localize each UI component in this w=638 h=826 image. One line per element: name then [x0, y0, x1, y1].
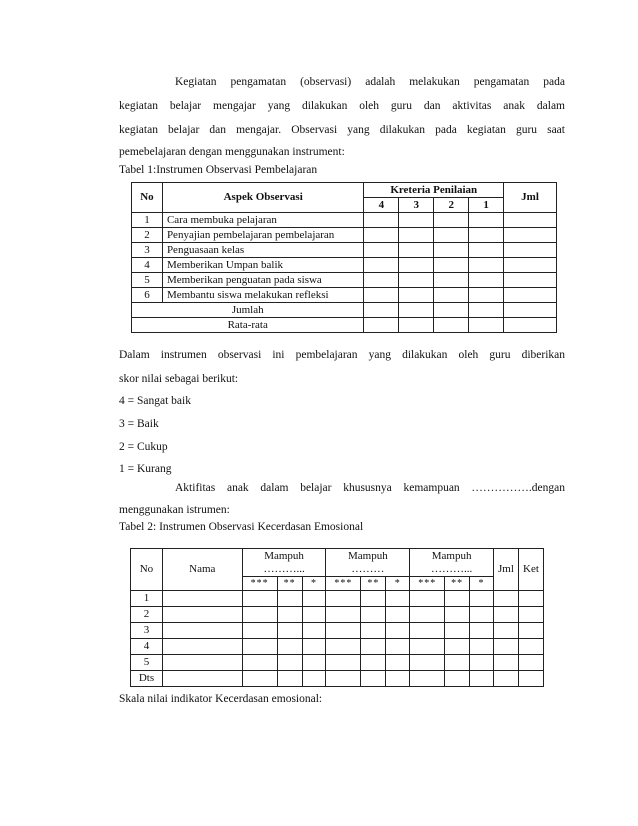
- score-cell: [469, 273, 504, 288]
- row-no: 4: [131, 639, 163, 655]
- nama-cell: [162, 591, 242, 607]
- score-item-3: 3 = Baik: [119, 418, 159, 430]
- row-no: 5: [132, 273, 163, 288]
- header-no: No: [132, 183, 163, 213]
- score-cell: [434, 318, 469, 333]
- score-cell: [434, 243, 469, 258]
- score-cell: [364, 273, 399, 288]
- score-cell: [361, 639, 386, 655]
- row-no: 1: [131, 591, 163, 607]
- header-nama: Nama: [162, 549, 242, 591]
- score-item-1: 1 = Kurang: [119, 463, 172, 475]
- score-cell: [277, 655, 302, 671]
- score-cell: [469, 288, 504, 303]
- header-jml: Jml: [504, 183, 557, 213]
- score-cell: [470, 655, 494, 671]
- jml-cell: [504, 213, 557, 228]
- stars-2: **: [361, 577, 386, 591]
- jml-cell: [504, 318, 557, 333]
- header-aspek: Aspek Observasi: [162, 183, 364, 213]
- score-cell: [469, 243, 504, 258]
- score-cell: [399, 258, 434, 273]
- jml-cell: [494, 671, 519, 687]
- score-cell: [364, 288, 399, 303]
- table-row: [131, 591, 544, 607]
- row-no: 4: [132, 258, 163, 273]
- score-cell: [386, 671, 410, 687]
- stars-1: *: [470, 577, 494, 591]
- score-cell: [242, 639, 277, 655]
- score-cell: [470, 639, 494, 655]
- header-score-1: 1: [469, 198, 504, 213]
- table-row: [132, 243, 557, 258]
- score-cell: [326, 671, 361, 687]
- row-no: 6: [132, 288, 163, 303]
- score-cell: [302, 671, 326, 687]
- scoring-line-2: skor nilai sebagai berikut:: [119, 373, 239, 385]
- row-no: 3: [132, 243, 163, 258]
- score-cell: [326, 655, 361, 671]
- score-cell: [302, 639, 326, 655]
- row-aspek: Membantu siswa melakukan refleksi: [162, 288, 364, 303]
- jml-cell: [494, 639, 519, 655]
- row-no: 5: [131, 655, 163, 671]
- mampuh-title: Mampuh: [431, 549, 472, 562]
- table2-caption: Tabel 2: Instrumen Observasi Kecerdasan Emosional: [119, 521, 364, 533]
- score-cell: [434, 258, 469, 273]
- score-cell: [242, 655, 277, 671]
- score-cell: [364, 303, 399, 318]
- mampuh-dots: ………: [351, 562, 385, 575]
- score-cell: [399, 228, 434, 243]
- header-kriteria: Kreteria Penilaian: [364, 183, 504, 198]
- header-ket: Ket: [518, 549, 543, 591]
- score-cell: [399, 273, 434, 288]
- score-cell: [445, 639, 470, 655]
- jml-cell: [494, 591, 519, 607]
- score-cell: [242, 607, 277, 623]
- para2-line-1: Aktifitas anak dalam belajar khususnya kemampuan …………….dengan: [175, 482, 565, 494]
- score-cell: [364, 258, 399, 273]
- jml-cell: [504, 273, 557, 288]
- table-row: [132, 213, 557, 228]
- score-cell: [277, 591, 302, 607]
- table-row: [132, 288, 557, 303]
- intro-line-4: pemebelajaran dengan menggunakan instrument:: [119, 146, 345, 158]
- scoring-line-1: Dalam instrumen observasi ini pembelajaran yang dilakukan oleh guru diberikan: [119, 349, 565, 361]
- score-item-2: 2 = Cukup: [119, 441, 168, 453]
- emotional-intelligence-table: [130, 548, 544, 687]
- ket-cell: [518, 591, 543, 607]
- header-score-4: 4: [364, 198, 399, 213]
- score-cell: [469, 258, 504, 273]
- score-cell: [469, 213, 504, 228]
- score-cell: [364, 243, 399, 258]
- score-cell: [277, 671, 302, 687]
- stars-1: *: [302, 577, 326, 591]
- jumlah-label: Jumlah: [132, 303, 364, 318]
- intro-line-2: kegiatan belajar mengajar yang dilakukan oleh guru dan aktivitas anak dalam: [119, 100, 565, 112]
- ket-cell: [518, 639, 543, 655]
- mampuh-dots: ………...: [431, 562, 473, 575]
- row-aspek: Memberikan Umpan balik: [162, 258, 364, 273]
- score-cell: [361, 655, 386, 671]
- mampuh-dots: ………...: [263, 562, 305, 575]
- jml-cell: [504, 288, 557, 303]
- header-mampuh-3: [410, 549, 494, 577]
- score-cell: [302, 607, 326, 623]
- header-mampuh-2: [326, 549, 410, 577]
- score-cell: [470, 623, 494, 639]
- score-cell: [364, 228, 399, 243]
- score-cell: [361, 607, 386, 623]
- score-cell: [470, 671, 494, 687]
- table-row: [132, 228, 557, 243]
- stars-2: **: [277, 577, 302, 591]
- jml-cell: [494, 655, 519, 671]
- score-cell: [277, 623, 302, 639]
- score-cell: [470, 607, 494, 623]
- jml-cell: [504, 258, 557, 273]
- header-no: No: [131, 549, 163, 591]
- score-cell: [434, 273, 469, 288]
- row-aspek: Penguasaan kelas: [162, 243, 364, 258]
- mampuh-title: Mampuh: [347, 549, 388, 562]
- score-cell: [434, 213, 469, 228]
- score-cell: [361, 623, 386, 639]
- score-cell: [410, 623, 445, 639]
- table-row: [132, 273, 557, 288]
- score-cell: [410, 591, 445, 607]
- table-row: [131, 607, 544, 623]
- ket-cell: [518, 607, 543, 623]
- score-cell: [445, 655, 470, 671]
- table-row: [131, 639, 544, 655]
- score-cell: [399, 288, 434, 303]
- row-no: 1: [132, 213, 163, 228]
- score-cell: [469, 228, 504, 243]
- score-cell: [410, 607, 445, 623]
- score-cell: [386, 607, 410, 623]
- rata-label: Rata-rata: [132, 318, 364, 333]
- score-cell: [445, 607, 470, 623]
- score-cell: [326, 591, 361, 607]
- nama-cell: [162, 655, 242, 671]
- stars-3: ***: [410, 577, 445, 591]
- score-cell: [302, 591, 326, 607]
- jml-cell: [504, 303, 557, 318]
- score-cell: [410, 655, 445, 671]
- score-cell: [386, 655, 410, 671]
- intro-line-3: kegiatan belajar dan mengajar. Observasi yang dilakukan pada kegiatan guru saat: [119, 124, 565, 136]
- ket-cell: [518, 655, 543, 671]
- score-cell: [434, 228, 469, 243]
- score-cell: [434, 288, 469, 303]
- score-cell: [361, 671, 386, 687]
- score-cell: [399, 243, 434, 258]
- row-no: Dts: [131, 671, 163, 687]
- ket-cell: [518, 671, 543, 687]
- score-cell: [386, 639, 410, 655]
- nama-cell: [162, 639, 242, 655]
- header-mampuh-1: [242, 549, 326, 577]
- score-cell: [277, 607, 302, 623]
- score-cell: [386, 623, 410, 639]
- score-cell: [386, 591, 410, 607]
- stars-2: **: [445, 577, 470, 591]
- score-cell: [469, 303, 504, 318]
- score-cell: [364, 213, 399, 228]
- score-cell: [445, 591, 470, 607]
- table1-caption: Tabel 1:Instrumen Observasi Pembelajaran: [119, 164, 318, 176]
- jml-cell: [504, 228, 557, 243]
- header-score-2: 2: [434, 198, 469, 213]
- score-cell: [399, 318, 434, 333]
- para2-line-2: menggunakan istrumen:: [119, 504, 230, 516]
- score-cell: [399, 303, 434, 318]
- footer-line: Skala nilai indikator Kecerdasan emosional:: [119, 693, 323, 705]
- stars-3: ***: [242, 577, 277, 591]
- row-no: 2: [132, 228, 163, 243]
- rata-row: [132, 318, 557, 333]
- jml-cell: [504, 243, 557, 258]
- nama-cell: [162, 623, 242, 639]
- score-cell: [410, 639, 445, 655]
- score-cell: [277, 639, 302, 655]
- ket-cell: [518, 623, 543, 639]
- score-cell: [242, 591, 277, 607]
- score-cell: [242, 671, 277, 687]
- score-cell: [361, 591, 386, 607]
- score-cell: [445, 671, 470, 687]
- score-cell: [302, 655, 326, 671]
- mampuh-title: Mampuh: [264, 549, 304, 562]
- score-cell: [326, 639, 361, 655]
- header-jml: Jml: [494, 549, 519, 591]
- row-aspek: Cara membuka pelajaran: [162, 213, 364, 228]
- row-aspek: Memberikan penguatan pada siswa: [162, 273, 364, 288]
- table-row: [131, 655, 544, 671]
- score-cell: [410, 671, 445, 687]
- score-cell: [302, 623, 326, 639]
- score-cell: [364, 318, 399, 333]
- row-no: 3: [131, 623, 163, 639]
- table-row: [131, 623, 544, 639]
- table-row: [131, 671, 544, 687]
- intro-line-1: Kegiatan pengamatan (observasi) adalah melakukan pengamatan pada: [175, 76, 565, 88]
- score-cell: [326, 607, 361, 623]
- jml-cell: [494, 623, 519, 639]
- row-aspek: Penyajian pembelajaran pembelajaran: [162, 228, 364, 243]
- table-row: [132, 258, 557, 273]
- score-cell: [242, 623, 277, 639]
- observation-table: [131, 182, 557, 333]
- row-no: 2: [131, 607, 163, 623]
- jml-cell: [494, 607, 519, 623]
- score-item-4: 4 = Sangat baik: [119, 395, 191, 407]
- score-cell: [399, 213, 434, 228]
- stars-3: ***: [326, 577, 361, 591]
- score-cell: [470, 591, 494, 607]
- nama-cell: [162, 671, 242, 687]
- score-cell: [445, 623, 470, 639]
- jumlah-row: [132, 303, 557, 318]
- nama-cell: [162, 607, 242, 623]
- score-cell: [434, 303, 469, 318]
- header-score-3: 3: [399, 198, 434, 213]
- score-cell: [469, 318, 504, 333]
- score-cell: [326, 623, 361, 639]
- stars-1: *: [386, 577, 410, 591]
